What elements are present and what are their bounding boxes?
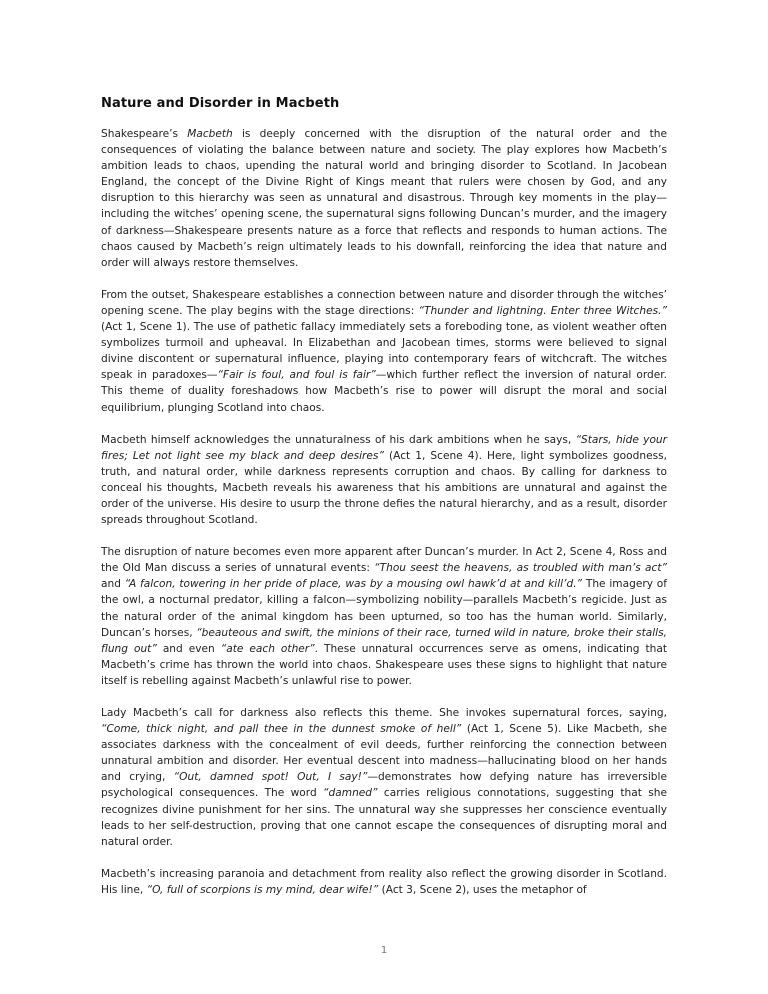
quotation: “Thunder and lightning. Enter three Witches.” [418, 304, 667, 317]
paragraph: The disruption of nature becomes even more apparent after Duncan’s murder. In Act 2, Scene 4, Ross and the Old Man discuss a series of unnatural events: “Thou seest the heavens, as troubled with man’s act” and “A falcon, towering in her pride of place, was by a mousing owl hawk’d at and kill’d.” The imagery of the owl, a nocturnal predator, killing a falcon—symbolizing nobility—parallels Macbeth’s regicide. Just as the natural order of the animal kingdom has been upturned, so too has the human world. Similarly, Duncan’s horses, “beauteous and swift, the minions of their race, turned wild in nature, broke their stalls, flung out” and even “ate each other”. These unnatural occurrences serve as omens, indicating that Macbeth’s crime has thrown the world into chaos. Shakespeare uses these signs to highlight that nature itself is rebelling against Macbeth’s unlawful rise to power. [101, 546, 667, 687]
quotation: “A falcon, towering in her pride of place, was by a mousing owl hawk’d at and kill’d.” [124, 578, 583, 591]
quotation: “damned” [323, 787, 378, 800]
paragraph: Lady Macbeth’s call for darkness also reflects this theme. She invokes supernatural forces, saying, “Come, thick night, and pall thee in the dunnest smoke of hell” (Act 1, Scene 5). Like Macbeth, she associates darkness with the concealment of evil deeds, further reinforcing the connection between unnatural ambition and disorder. Her eventual descent into madness—hallucinating blood on her hands and crying, “Out, damned spot! Out, I say!”—demonstrates how defying nature has irreversible psychological consequences. The word “damned” carries religious connotations, suggesting that she recognizes divine punishment for her sins. The unnatural way she suppresses her conscience eventually leads to her self-destruction, proving that one cannot escape the consequences of disrupting moral and natural order. [101, 707, 667, 848]
document-page [101, 95, 667, 914]
paragraph: From the outset, Shakespeare establishes a connection between nature and disorder through the witches’ opening scene. The play begins with the stage directions: “Thunder and lightning. Enter three Witches.” (Act 1, Scene 1). The use of pathetic fallacy immediately sets a foreboding tone, as violent weather often symbolizes turmoil and upheaval. In Elizabethan and Jacobean times, storms were believed to signal divine discontent or supernatural influence, playing into contemporary fears of witchcraft. The witches speak in paradoxes—“Fair is foul, and foul is fair”—which further reflect the inversion of natural order. This theme of duality foreshadows how Macbeth’s rise to power will disrupt the moral and social equilibrium, plunging Scotland into chaos. [101, 288, 667, 414]
quotation: “Out, damned spot! Out, I say!” [173, 771, 368, 784]
paragraph: Shakespeare’s Macbeth is deeply concerned with the disruption of the natural order and the consequences of violating the balance between nature and society. The play explores how Macbeth’s ambition leads to chaos, upending the natural world and bringing disorder to Scotland. In Jacobean England, the concept of the Divine Right of Kings meant that rulers were chosen by God, and any disruption to this hierarchy was seen as unnatural and disastrous. Through key moments in the play—including the witches’ opening scene, the supernatural signs following Duncan’s murder, and the imagery of darkness—Shakespeare presents nature as a force that reflects and responds to human actions. The chaos caused by Macbeth’s reign ultimately leads to his downfall, reinforcing the idea that nature and order will always restore themselves. [101, 128, 667, 269]
quotation: Macbeth [187, 128, 233, 140]
page-number: 1 [380, 945, 388, 956]
quotation: “Stars, hide your fires; Let not light see my black and deep desires” [101, 433, 667, 462]
quotation: “Fair is foul, and foul is fair” [217, 369, 376, 382]
paragraph: Macbeth himself acknowledges the unnaturalness of his dark ambitions when he says, “Stars, hide your fires; Let not light see my black and deep desires” (Act 1, Scene 4). Here, light symbolizes goodness, truth, and natural order, while darkness represents corruption and chaos. By calling for darkness to conceal his thoughts, Macbeth reveals his awareness that his ambitions are unnatural and against the order of the universe. His desire to usurp the throne defies the natural hierarchy, and as a result, disorder spreads throughout Scotland. [101, 433, 668, 527]
quotation: “Thou seest the heavens, as troubled with man’s act” [374, 562, 667, 575]
quotation: “O, full of scorpions is my mind, dear wife!” [146, 883, 379, 896]
quotation: “Come, thick night, and pall thee in the dunnest smoke of hell” [101, 723, 462, 736]
paragraph: Macbeth’s increasing paranoia and detachment from reality also reflect the growing disorder in Scotland. His line, “O, full of scorpions is my mind, dear wife!” (Act 3, Scene 2), uses the metaphor of [101, 867, 667, 896]
quotation: “beauteous and swift, the minions of their race, turned wild in nature, broke their stalls, flung out” [101, 626, 667, 655]
document-body [101, 126, 667, 898]
quotation: “ate each other” [220, 642, 315, 655]
document-title: Nature and Disorder in Macbeth [101, 96, 340, 111]
